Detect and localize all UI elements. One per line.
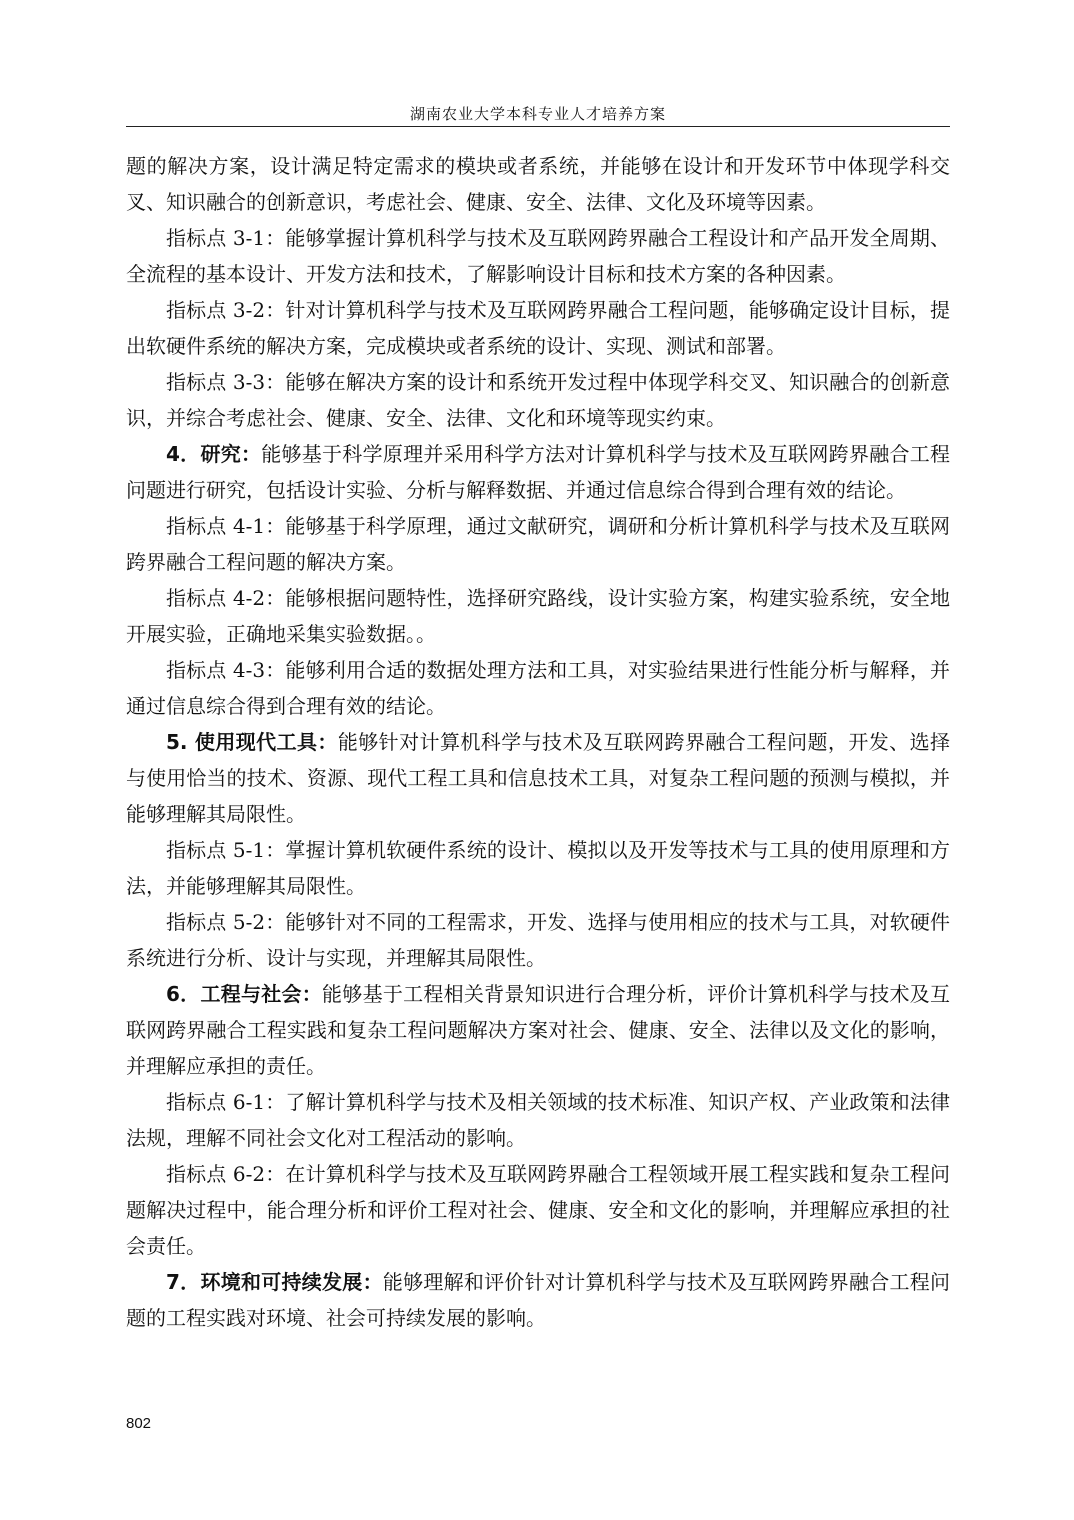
paragraph-text: 指标点 3-3：能够在解决方案的设计和系统开发过程中体现学科交叉、知识融合的创新意识，并综合考虑社会、健康、安全、法律、文化和环境等现实约束。 (126, 370, 950, 430)
paragraph-text: 能够基于工程相关背景知识进行合理分析，评价计算机科学与技术及互联网跨界融合工程实践和复杂工程问题解决方案对社会、健康、安全、法律以及文化的影响，并理解应承担的责任。 (126, 982, 951, 1078)
indicator-3-2 (126, 292, 950, 364)
requirement-heading: 6．工程与社会： (166, 982, 323, 1006)
paragraph-text: 指标点 4-2：能够根据问题特性，选择研究路线，设计实验方案，构建实验系统，安全地开展实验，正确地采集实验数据。。 (126, 586, 950, 646)
requirement-5 (126, 724, 950, 832)
indicator-5-2 (126, 904, 950, 976)
indicator-4-2 (126, 580, 950, 652)
paragraph-text: 题的解决方案，设计满足特定需求的模块或者系统，并能够在设计和开发环节中体现学科交叉、知识融合的创新意识，考虑社会、健康、安全、法律、文化及环境等因素。 (126, 154, 950, 214)
indicator-6-1 (126, 1084, 950, 1156)
paragraph-text: 能够针对计算机科学与技术及互联网跨界融合工程问题，开发、选择与使用恰当的技术、资源、现代工程工具和信息技术工具，对复杂工程问题的预测与模拟，并能够理解其局限性。 (126, 730, 951, 826)
indicator-4-1 (126, 508, 950, 580)
indicator-5-1 (126, 832, 950, 904)
paragraph-text: 指标点 4-1：能够基于科学原理，通过文献研究，调研和分析计算机科学与技术及互联网跨界融合工程问题的解决方案。 (126, 514, 950, 574)
requirement-heading: 7．环境和可持续发展： (166, 1270, 383, 1294)
paragraph-text: 指标点 6-2：在计算机科学与技术及互联网跨界融合工程领域开展工程实践和复杂工程问题解决过程中，能合理分析和评价工程对社会、健康、安全和文化的影响，并理解应承担的社会责任。 (126, 1162, 950, 1258)
body-text (126, 148, 950, 1336)
paragraph-continuation (126, 148, 950, 220)
paragraph-text: 指标点 3-2：针对计算机科学与技术及互联网跨界融合工程问题，能够确定设计目标，提出软硬件系统的解决方案，完成模块或者系统的设计、实现、测试和部署。 (126, 298, 950, 358)
paragraph-text: 能够理解和评价针对计算机科学与技术及互联网跨界融合工程问题的工程实践对环境、社会可持续发展的影响。 (126, 1270, 951, 1330)
paragraph-text: 指标点 5-1：掌握计算机软硬件系统的设计、模拟以及开发等技术与工具的使用原理和方法，并能够理解其局限性。 (126, 838, 950, 898)
requirement-6 (126, 976, 950, 1084)
paragraph-text: 指标点 3-1：能够掌握计算机科学与技术及互联网跨界融合工程设计和产品开发全周期、全流程的基本设计、开发方法和技术，了解影响设计目标和技术方案的各种因素。 (126, 226, 950, 286)
running-header: 湖南农业大学本科专业人才培养方案 (409, 105, 666, 123)
indicator-4-3 (126, 652, 950, 724)
indicator-3-3 (126, 364, 950, 436)
indicator-6-2 (126, 1156, 950, 1264)
page-number: 802 (126, 1415, 152, 1432)
requirement-4 (126, 436, 950, 508)
paragraph-text: 能够基于科学原理并采用科学方法对计算机科学与技术及互联网跨界融合工程问题进行研究，包括设计实验、分析与解释数据、并通过信息综合得到合理有效的结论。 (126, 442, 951, 502)
requirement-7 (126, 1264, 950, 1336)
requirement-heading: 5. 使用现代工具： (166, 730, 338, 754)
indicator-3-1 (126, 220, 950, 292)
header-rule (126, 126, 950, 127)
requirement-heading: 4．研究： (166, 442, 262, 466)
paragraph-text: 指标点 6-1：了解计算机科学与技术及相关领域的技术标准、知识产权、产业政策和法律法规，理解不同社会文化对工程活动的影响。 (126, 1090, 950, 1150)
paragraph-text: 指标点 4-3：能够利用合适的数据处理方法和工具，对实验结果进行性能分析与解释，并通过信息综合得到合理有效的结论。 (126, 658, 950, 718)
paragraph-text: 指标点 5-2：能够针对不同的工程需求，开发、选择与使用相应的技术与工具，对软硬件系统进行分析、设计与实现，并理解其局限性。 (126, 910, 950, 970)
